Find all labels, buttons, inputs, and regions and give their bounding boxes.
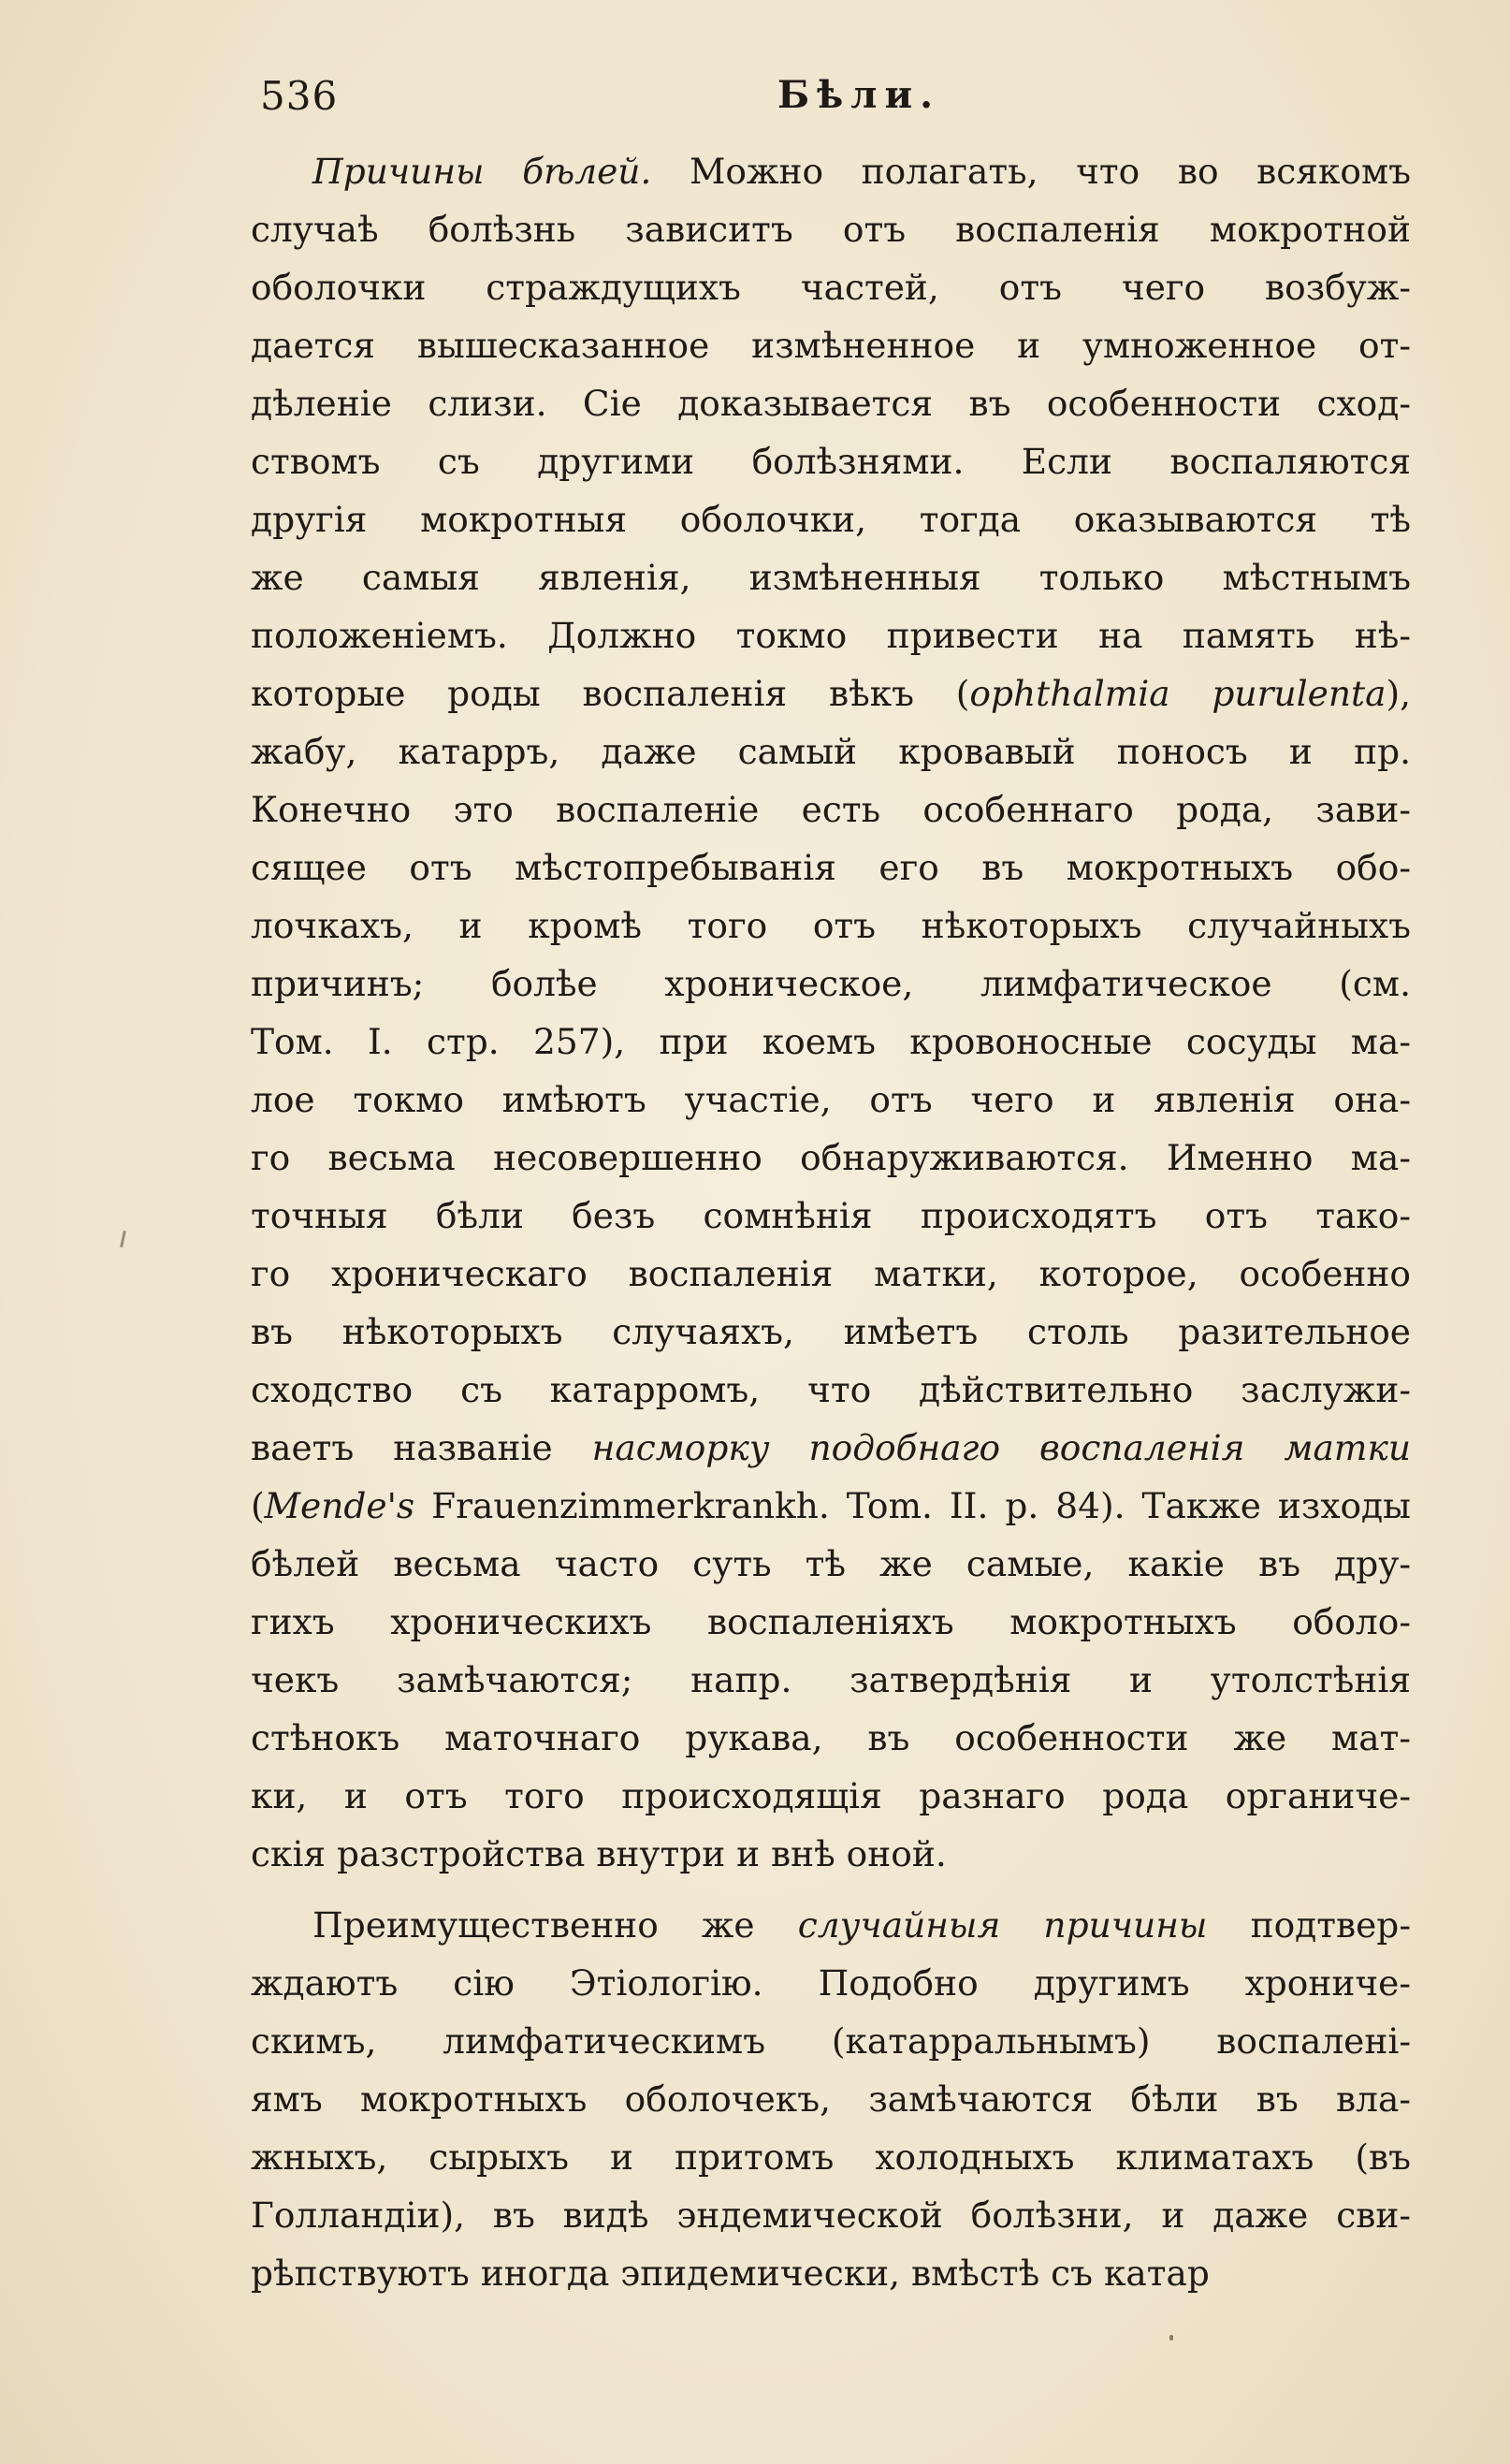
- text-line: [251, 1477, 1411, 1535]
- text-segment: ямъ мокротныхъ оболочекъ, замѣчаются бѣли въ вла-: [251, 2078, 1411, 2120]
- text-segment: лое токмо имѣютъ участіе, отъ чего и явленія она-: [251, 1079, 1411, 1120]
- text-segment: случаѣ болѣзнь зависитъ отъ воспаленія мокротной: [251, 209, 1411, 250]
- text-segment: дается вышесказанное измѣненное и умноженное от-: [251, 325, 1411, 366]
- text-segment: чекъ замѣчаются; напр. затвердѣнія и утолстѣнія: [251, 1659, 1411, 1700]
- text-line: [251, 1954, 1411, 2012]
- text-line: [251, 838, 1411, 897]
- text-segment: (: [251, 1485, 265, 1526]
- text-segment: же самыя явленія, измѣненныя только мѣстнымъ: [251, 557, 1411, 598]
- page-header: [260, 73, 1411, 129]
- text-segment: ваетъ названіе: [251, 1427, 592, 1468]
- text-line: [251, 2012, 1411, 2070]
- text-line: [251, 548, 1411, 606]
- text-line: [251, 606, 1411, 664]
- text-line: [251, 2128, 1411, 2186]
- text-segment: Том. I. стр. 257), при коемъ кровоносные сосуды ма-: [251, 1021, 1411, 1062]
- text-line: [251, 490, 1411, 548]
- text-line: [251, 1361, 1411, 1419]
- text-segment: ),: [1386, 673, 1411, 714]
- text-segment: въ нѣкоторыхъ случаяхъ, имѣетъ столь разительное: [251, 1311, 1411, 1352]
- text-segment: ждаютъ сію Этіологію. Подобно другимъ хрониче-: [251, 1962, 1411, 2004]
- italic-text-segment: насморку подобнаго воспаленія матки: [591, 1427, 1411, 1468]
- text-line: [251, 722, 1411, 780]
- paragraph: [251, 142, 1411, 1883]
- text-segment: го весьма несовершенно обнаруживаются. Именно ма-: [251, 1137, 1411, 1178]
- text-segment: причинъ; болѣе хроническое, лимфатическое (см.: [251, 963, 1411, 1004]
- text-line: [251, 955, 1411, 1013]
- text-segment: Конечно это воспаленіе есть особеннаго рода, зави-: [251, 789, 1411, 830]
- text-line: [251, 2244, 1411, 2302]
- text-segment: сящее отъ мѣстопребыванія его въ мокротныхъ обо-: [251, 847, 1411, 888]
- text-line: [251, 1303, 1411, 1361]
- text-segment: Frauenzimmerkrankh. Tom. II. p. 84). Также изходы: [414, 1485, 1411, 1526]
- text-line: [251, 1593, 1411, 1651]
- text-segment: которые роды воспаленія вѣкъ (: [251, 673, 970, 714]
- text-line: [251, 1419, 1411, 1477]
- page-number: 536: [260, 73, 339, 119]
- italic-text-segment: случайныя причины: [797, 1904, 1208, 1946]
- text-line: [251, 374, 1411, 432]
- text-line: [251, 1245, 1411, 1303]
- text-line: [251, 1187, 1411, 1245]
- text-segment: сходство съ катарромъ, что дѣйствительно заслужи-: [251, 1369, 1411, 1410]
- text-line: [251, 1825, 1411, 1883]
- text-line: [251, 1767, 1411, 1825]
- text-segment: скимъ, лимфатическимъ (катарральнымъ) воспалені-: [251, 2020, 1411, 2062]
- text-line: [251, 432, 1411, 490]
- text-segment: другія мокротныя оболочки, тогда оказываются тѣ: [251, 499, 1411, 540]
- text-segment: стѣнокъ маточнаго рукава, въ особенности же мат-: [251, 1717, 1411, 1758]
- text-segment: Голландіи), въ видѣ эндемической болѣзни, и даже сви-: [251, 2194, 1411, 2236]
- text-line: [251, 316, 1411, 374]
- text-segment: оболочки страждущихъ частей, отъ чего возбуж-: [251, 267, 1411, 308]
- text-segment: скія разстройства внутри и внѣ оной.: [251, 1833, 947, 1874]
- running-title: Бѣли.: [777, 73, 941, 117]
- text-line: [251, 142, 1411, 200]
- text-segment: жабу, катарръ, даже самый кровавый поносъ и пр.: [251, 731, 1411, 772]
- text-segment: рѣпствуютъ иногда эпидемически, вмѣстѣ съ катар: [251, 2253, 1210, 2294]
- italic-text-segment: ophthalmia purulenta: [969, 673, 1387, 714]
- margin-mark: [120, 1231, 126, 1247]
- text-line: [251, 258, 1411, 316]
- text-segment: точныя бѣли безъ сомнѣнія происходятъ отъ тако-: [251, 1195, 1411, 1236]
- text-line: [251, 1535, 1411, 1593]
- text-segment: го хроническаго воспаленія матки, которое, особенно: [251, 1253, 1411, 1294]
- text-segment: дѣленіе слизи. Сіе доказывается въ особенности сход-: [251, 383, 1411, 424]
- text-line: [251, 1709, 1411, 1767]
- body-text: [251, 142, 1411, 2302]
- italic-text-segment: Причины бѣлей.: [312, 151, 652, 192]
- text-line: [251, 780, 1411, 838]
- text-segment: положеніемъ. Должно токмо привести на память нѣ-: [251, 615, 1411, 656]
- paragraph: [251, 1896, 1411, 2302]
- text-segment: Можно полагать, что во всякомъ: [651, 151, 1411, 192]
- text-segment: подтвер-: [1207, 1904, 1411, 1946]
- text-segment: жныхъ, сырыхъ и притомъ холодныхъ климатахъ (въ: [251, 2136, 1411, 2178]
- text-line: [251, 1651, 1411, 1709]
- text-line: [251, 1071, 1411, 1129]
- text-line: [251, 1896, 1411, 1954]
- text-segment: ки, и отъ того происходящія разнаго рода органиче-: [251, 1775, 1411, 1816]
- text-segment: Преимущественно же: [312, 1904, 798, 1946]
- text-segment: лочкахъ, и кромѣ того отъ нѣкоторыхъ случайныхъ: [251, 905, 1411, 946]
- print-speck: [1169, 2335, 1173, 2340]
- text-line: [251, 664, 1411, 722]
- text-line: [251, 2186, 1411, 2244]
- text-line: [251, 897, 1411, 955]
- text-line: [251, 1129, 1411, 1187]
- italic-text-segment: Mende's: [264, 1485, 415, 1526]
- text-segment: ствомъ съ другими болѣзнями. Если воспаляются: [251, 441, 1411, 482]
- text-segment: бѣлей весьма часто суть тѣ же самые, какіе въ дру-: [251, 1543, 1411, 1584]
- text-line: [251, 2070, 1411, 2128]
- text-line: [251, 200, 1411, 258]
- text-line: [251, 1013, 1411, 1071]
- text-segment: гихъ хроническихъ воспаленіяхъ мокротныхъ оболо-: [251, 1601, 1411, 1642]
